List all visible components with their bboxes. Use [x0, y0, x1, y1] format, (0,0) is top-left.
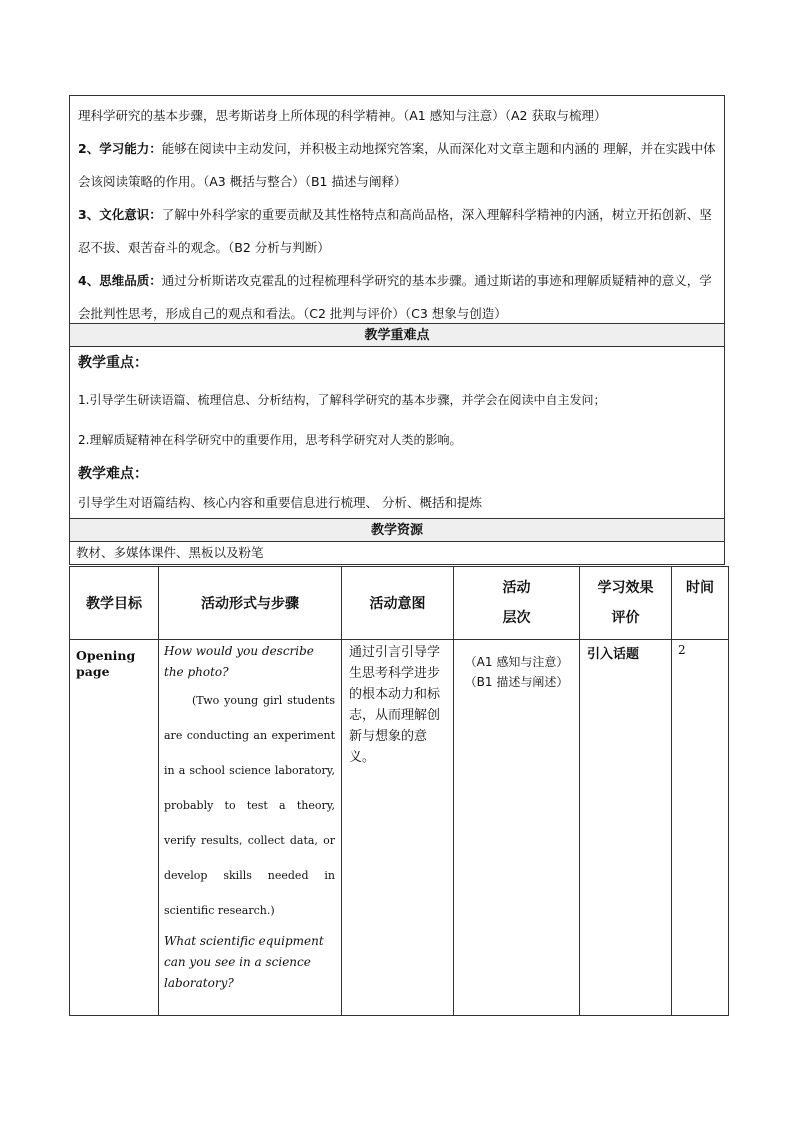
- key-points-section: [70, 347, 724, 519]
- row-level-a: （A1 感知与注意）: [464, 655, 569, 669]
- difficulty-title: 教学难点：: [78, 466, 148, 482]
- key-points-header: 教学重难点: [70, 324, 724, 347]
- row-evaluation: 引入话题: [580, 640, 672, 1016]
- objective-2-text: 能够在阅读中主动发问，并积极主动地探究答案，从而深化对文章主题和内涵的 理解，并在实践中体会该阅读策略的作用。（A3 概括与整合）（B1 描述与阐释）: [78, 141, 716, 189]
- header-level-line2: 层次: [502, 610, 531, 626]
- header-time: 时间: [672, 567, 729, 640]
- focus-point-2: 2.理解质疑精神在科学研究中的重要作用，思考科学研究对人类的影响。: [78, 433, 462, 447]
- objective-3-label: 3、文化意识：: [78, 207, 162, 222]
- row-goal: Opening page: [76, 648, 136, 679]
- resources-text: 教材、多媒体课件、黑板以及粉笔: [76, 545, 264, 560]
- row-level-cell: [454, 640, 580, 1016]
- header-eval-line1: 学习效果: [597, 580, 654, 596]
- header-goal: 教学目标: [70, 567, 159, 640]
- activity-table-header: [70, 567, 729, 640]
- focus-point-1: 1.引导学生研读语篇、梳理信息、分析结构，了解科学研究的基本步骤，并学会在阅读中自主发问；: [78, 393, 606, 407]
- row-level-b: （B1 描述与阐述）: [464, 675, 569, 689]
- header-evaluation: [580, 567, 672, 640]
- objective-item-2: [78, 132, 716, 198]
- step-question-1: How would you describe the photo?: [164, 644, 314, 679]
- objectives-section: [70, 96, 724, 324]
- focus-title: 教学重点：: [78, 355, 148, 371]
- step-question-2: What scientific equipment can you see in a science laboratory?: [164, 934, 324, 990]
- objective-4-text: 通过分析斯诺攻克霍乱的过程梳理科学研究的基本步骤。通过斯诺的事迹和理解质疑精神的意义，学会批判性思考，形成自己的观点和看法。（C2 批判与评价）（C3 想象与创造）: [78, 273, 712, 321]
- header-level: [454, 567, 580, 640]
- resources-header: 教学资源: [70, 519, 724, 542]
- row-steps-cell: [159, 640, 342, 1016]
- activity-row-opening: [70, 640, 729, 1016]
- row-time: 2: [672, 640, 729, 1016]
- objective-2-label: 2、学习能力：: [78, 141, 162, 156]
- header-intent: 活动意图: [342, 567, 454, 640]
- header-level-line1: 活动: [502, 580, 531, 596]
- objective-item-3: [78, 198, 716, 264]
- header-steps: 活动形式与步骤: [159, 567, 342, 640]
- step-answer: (Two young girl students are conducting an experiment in a school science laboratory, probably to test a theory, verify results, collect data, or develop skills needed in scientific research.): [164, 694, 335, 917]
- objective-3-text: 了解中外科学家的重要贡献及其性格特点和高尚品格，深入理解科学精神的内涵，树立开拓创新、坚忍不拔、艰苦奋斗的观念。（B2 分析与判断）: [78, 207, 712, 255]
- row-goal-cell: [70, 640, 159, 1016]
- lesson-plan-box: [69, 95, 725, 565]
- row-intent: 通过引言引导学生思考科学进步的根本动力和标志，从而理解创新与想象的意义。: [342, 640, 454, 1016]
- header-eval-line2: 评价: [611, 610, 640, 626]
- activity-table: [69, 566, 729, 1016]
- objective-4-label: 4、思维品质：: [78, 273, 162, 288]
- objective-item-4: [78, 264, 716, 330]
- difficulty-text: 引导学生对语篇结构、核心内容和重要信息进行梳理、 分析、概括和提炼: [78, 495, 482, 510]
- objective-line-1: 理科学研究的基本步骤，思考斯诺身上所体现的科学精神。（A1 感知与注意）（A2 获取与梳理）: [78, 108, 607, 123]
